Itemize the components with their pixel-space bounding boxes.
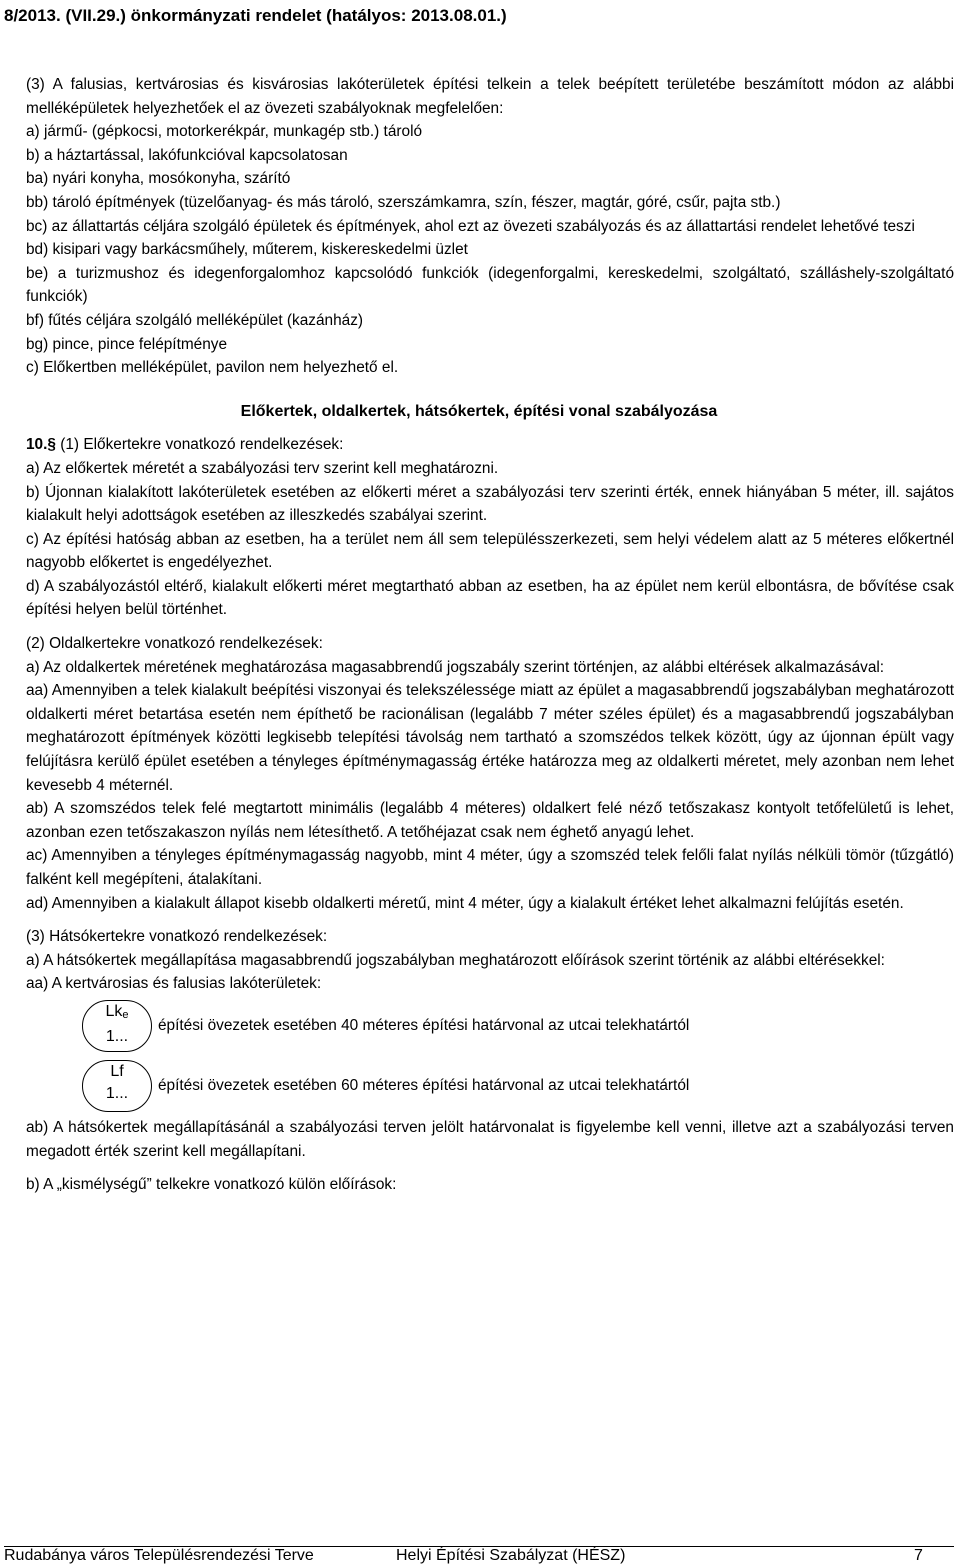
art10-2a: a) Az oldalkertek méretének meghatározása magasabbrendű jogszabály szerint történjen, az alábbi eltérések alkalmazásával: bbox=[26, 658, 885, 676]
art10-3b: b) A „kismélységű” telkekre vonatkozó külön előírások: bbox=[26, 1176, 397, 1194]
item-c: c) Előkertben melléképület, pavilon nem helyezhető el. bbox=[26, 359, 399, 377]
footer-left: Rudabánya város Településrendezési Terve bbox=[4, 1547, 314, 1564]
art10-1d: d) A szabályozástól eltérő, kialakult előkerti méret megtartható abban az esetben, ha az épület nem kerül elbontásra, de bővítése csak építési helyen belül történhet. bbox=[26, 577, 954, 619]
zone-number: 1... bbox=[105, 1084, 129, 1102]
art10-3a: a) A hátsókertek megállapítása magasabbrendű jogszabályban meghatározott előírások szerint történik az alábbi eltérésekkel: bbox=[26, 951, 885, 969]
item-be: be) a turizmushoz és idegenforgalomhoz kapcsolódó funkciók (idegenforgalmi, kereskedelmi, szolgáltató, szálláshely-szolgáltató funkciók) bbox=[26, 264, 954, 306]
article-10-p1-text: (1) Előkertekre vonatkozó rendelkezések: bbox=[60, 436, 344, 454]
item-bc: bc) az állattartás céljára szolgáló épületek és építmények, ahol ezt az övezeti szabályozás és az állattartási rendelet lehetővé teszi bbox=[26, 217, 915, 235]
art10-2aa: aa) Amennyiben a telek kialakult beépítési viszonyai és telekszélessége miatt az épület a magasabbrendű jogszabályban meghatározott oldalkerti méret betartása esetén nem építhető be racionálisan (legalább 7 méter széles épület) és a magasabbrendű jogszabályban meghatározott építmények közötti legkisebb telepítési távolság nem tartható a szomszédos telkek között, úgy az újonnan épült vagy felújításra kerülő épület esetében a tényleges építménymagasság értéke határozza meg az oldalkerti méretet, mely azonban nem lehet kevesebb 4 méternél. bbox=[26, 682, 954, 794]
art10-1a: a) Az előkertek méretét a szabályozási terv szerint kell meghatározni. bbox=[26, 459, 499, 477]
footer-page-number: 7 bbox=[914, 1547, 923, 1564]
art10-2ad: ad) Amennyiben a kialakult állapot kisebb oldalkerti méretű, mint 4 méter, úgy a kialakult értéket lehet alkalmazni felújítás esetén. bbox=[26, 894, 904, 912]
zone-code: $Lk_e$ bbox=[105, 1002, 129, 1021]
art10-p3: (3) Hátsókertekre vonatkozó rendelkezések: bbox=[26, 928, 328, 946]
art10-1c: c) Az építési hatóság abban az esetben, ha a terület nem áll sem településszerkezeti, sem helyi védelem alatt az 5 méteres előkertnél nagyobb előkertet is engedélyezhet. bbox=[26, 530, 954, 572]
document-body bbox=[4, 73, 954, 1197]
item-bf: bf) fűtés céljára szolgáló melléképület (kazánház) bbox=[26, 311, 364, 329]
item-bd: bd) kisipari vagy barkácsműhely, műterem, kiskereskedelmi üzlet bbox=[26, 241, 468, 259]
art10-3aa: aa) A kertvárosias és falusias lakóterületek: bbox=[26, 975, 322, 993]
art10-p2: (2) Oldalkertekre vonatkozó rendelkezések: bbox=[26, 635, 323, 653]
zone-code: Lf bbox=[110, 1062, 124, 1080]
art10-2ab: ab) A szomszédos telek felé megtartott minimális (legalább 4 méteres) oldalkert felé néző tetőszakasz kontyolt tetőfelületű is lehet, azonban ezen tetőszakaszon nyílás nem létesíthető. A tetőhéjazat csak nem éghető anyagú lehet. bbox=[26, 800, 954, 841]
item-a: a) jármű- (gépkocsi, motorkerékpár, munkagép stb.) tároló bbox=[26, 123, 423, 141]
art10-3ab: ab) A hátsókertek megállapításánál a szabályozási terven jelölt határvonalat is figyelembe kell venni, illetve azt a szabályozási terven megadott érték szerint kell megállapítani. bbox=[26, 1118, 954, 1160]
art10-2ac: ac) Amennyiben a tényleges építménymagasság nagyobb, mint 4 méter, úgy a szomszéd telek felőli falat nyílás nélküli tömör (tűzgátló) falként kell megépíteni, átalakítani. bbox=[26, 847, 954, 888]
zone-description: építési övezetek esetében 40 méteres építési határvonal az utcai telekhatártól bbox=[158, 1016, 690, 1034]
item-b: b) a háztartással, lakófunkcióval kapcsolatosan bbox=[26, 146, 348, 164]
item-bg: bg) pince, pince felépítménye bbox=[26, 335, 228, 353]
paragraph-3-intro: (3) A falusias, kertvárosias és kisvárosias lakóterületek építési telkein a telek beépített területébe beszámított módon az alábbi melléképületek helyezhetőek el az övezeti szabályoknak megfelelően: bbox=[26, 76, 954, 117]
zone-row-lf bbox=[4, 1056, 954, 1116]
zone-number: 1... bbox=[105, 1027, 129, 1045]
footer-center: Helyi Építési Szabályzat (HÉSZ) bbox=[396, 1547, 626, 1564]
article-number: 10. bbox=[26, 436, 48, 454]
item-ba: ba) nyári konyha, mosókonyha, szárító bbox=[26, 170, 291, 188]
zone-description: építési övezetek esetében 60 méteres építési határvonal az utcai telekhatártól bbox=[158, 1076, 690, 1094]
zone-label-lf bbox=[82, 1060, 152, 1112]
article-10-p1 bbox=[4, 433, 954, 457]
item-bb: bb) tároló építmények (tüzelőanyag- és más tároló, szerszámkamra, szín, fészer, magtár, góré, csűr, pajta stb.) bbox=[26, 193, 781, 211]
zone-label-lke bbox=[82, 1000, 152, 1052]
art10-1b: b) Újonnan kialakított lakóterületek esetében az előkerti méret a szabályozási terv szerinti érték, ennek hiányában 5 méter, ill. sajátos kialakult helyi adottságok esetében az illeszkedés szabályai szerint. bbox=[26, 483, 954, 525]
document-header: 8/2013. (VII.29.) önkormányzati rendelet (hatályos: 2013.08.01.) bbox=[4, 6, 507, 25]
section-title: Előkertek, oldalkertek, hátsókertek, építési vonal szabályozása bbox=[240, 402, 718, 420]
section-sign: § bbox=[47, 436, 56, 454]
zone-row-lke bbox=[4, 996, 954, 1056]
